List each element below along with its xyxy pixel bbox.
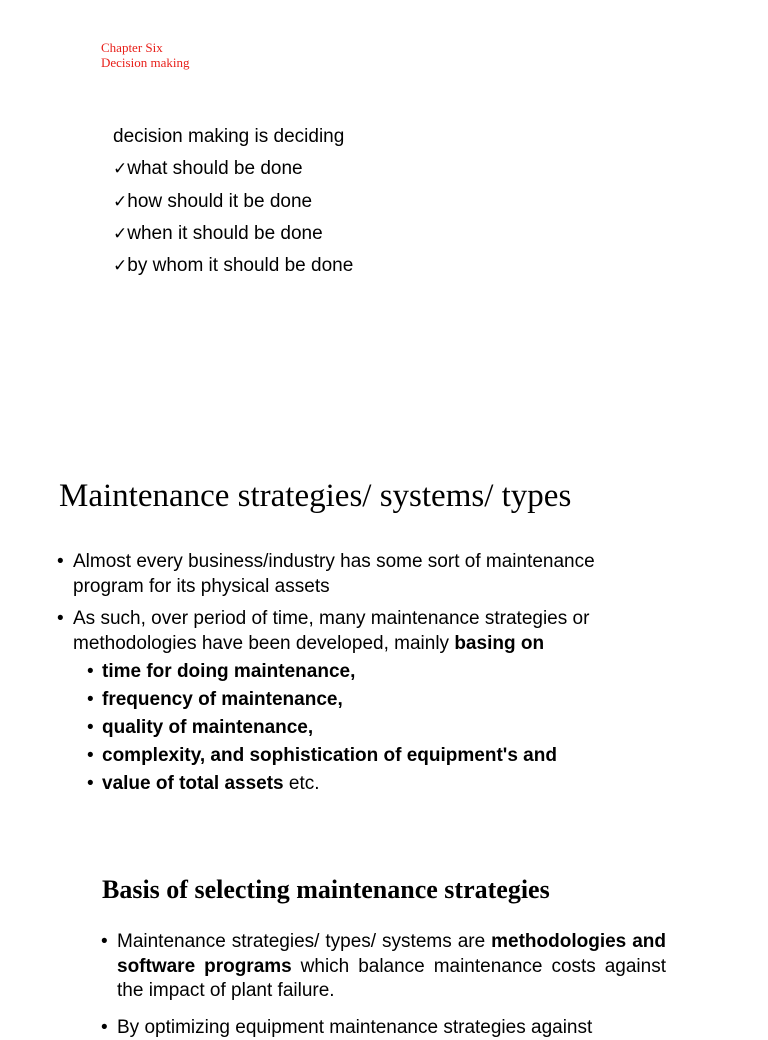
check-icon: ✓ <box>113 192 127 212</box>
sub-bullet-text: frequency of maintenance, <box>102 689 343 710</box>
bullet-item <box>117 1016 666 1040</box>
check-icon: ✓ <box>113 224 127 244</box>
sub-bullet-item <box>102 687 343 712</box>
sub-bullet-item <box>102 659 355 684</box>
bullet-text-line: As such, over period of time, many maintenance strategies or <box>73 606 673 631</box>
chapter-heading <box>101 40 189 70</box>
bullet-icon: • <box>87 687 94 712</box>
bullet-text-line <box>73 631 673 656</box>
sub-bullet-text: quality of maintenance, <box>102 717 313 738</box>
decision-item <box>113 250 353 282</box>
bullet-text-bold: basing on <box>454 633 544 654</box>
chapter-number: Chapter Six <box>101 40 189 55</box>
decision-item-text: what should be done <box>127 158 302 179</box>
decision-item <box>113 153 353 185</box>
section-title: Maintenance strategies/ systems/ types <box>59 476 571 516</box>
bullet-icon: • <box>101 1016 108 1040</box>
bullet-text-line: program for its physical assets <box>73 574 673 599</box>
bullet-icon: • <box>57 549 64 574</box>
sub-bullet-item <box>102 715 313 740</box>
bullet-icon: • <box>87 771 94 796</box>
sub-bullet-text-bold: value of total assets <box>102 773 284 794</box>
decision-item-text: by whom it should be done <box>127 255 353 276</box>
decision-item <box>113 186 353 218</box>
chapter-title: Decision making <box>101 55 189 70</box>
bullet-icon: • <box>87 715 94 740</box>
bullet-text: methodologies have been developed, mainly <box>73 633 454 654</box>
sub-bullet-item <box>102 743 557 768</box>
sub-bullet-text: etc. <box>284 773 320 794</box>
decision-definition <box>113 121 353 282</box>
bullet-icon: • <box>87 743 94 768</box>
bullet-icon: • <box>57 606 64 631</box>
bullet-text-bold: methodologies and software programs <box>117 931 666 977</box>
bullet-text: which balance maintenance costs against the impact of plant failure. <box>117 956 666 1002</box>
decision-intro: decision making is deciding <box>113 121 353 153</box>
decision-item-text: when it should be done <box>127 223 322 244</box>
bullet-text-line: Almost every business/industry has some sort of maintenance <box>73 549 673 574</box>
section-title: Basis of selecting maintenance strategies <box>102 874 550 906</box>
decision-item-text: how should it be done <box>127 191 312 212</box>
bullet-item <box>73 606 673 656</box>
bullet-icon: • <box>87 659 94 684</box>
bullet-item <box>117 930 666 1004</box>
sub-bullet-item <box>102 771 320 796</box>
bullet-icon: • <box>101 930 108 955</box>
sub-bullet-text: complexity, and sophistication of equipment's and <box>102 745 557 766</box>
decision-item <box>113 218 353 250</box>
bullet-text: Maintenance strategies/ types/ systems are <box>117 931 491 952</box>
check-icon: ✓ <box>113 256 127 276</box>
bullet-item <box>73 549 673 599</box>
check-icon: ✓ <box>113 159 127 179</box>
sub-bullet-text: time for doing maintenance, <box>102 661 355 682</box>
bullet-text: By optimizing equipment maintenance strategies against <box>117 1017 592 1038</box>
